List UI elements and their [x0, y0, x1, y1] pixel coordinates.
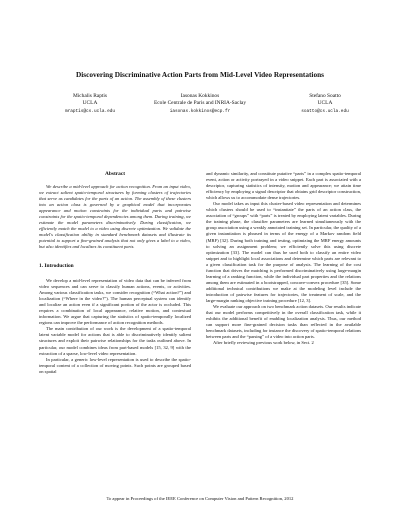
- intro-paragraph-3: In particular, a generic low-level representation is used to describe the spatio-temporal content of a collection of moving points. Such points are grouped based on spatial: [39, 356, 191, 374]
- author-1-name: Michalis Raptis: [73, 93, 107, 99]
- paper-title: Discovering Discriminative Action Parts from Mid-Level Video Representations: [76, 70, 324, 79]
- author-2-name: Iasonas Kokkinos: [180, 93, 220, 99]
- right-paragraph-1: and dynamic similarity, and constitute putative “parts” in a complex spatio-temporal event, action or activity portrayed in a video snippet. Each part is associated with a descriptor, capturing statistics of intensity, motion and appearance; we attain time efficiency by employing a signal descriptor that obtains grid descriptor construction, which allows us to accommodate dense trajectories.: [206, 171, 361, 201]
- author-1-email: mraptis@cs.ucla.edu: [64, 108, 116, 114]
- right-column-text: [206, 171, 361, 346]
- section-heading-introduction: 1. Introduction: [39, 263, 74, 269]
- abstract-heading: Abstract: [104, 171, 126, 177]
- author-1-affiliation: UCLA: [82, 100, 98, 107]
- author-2-email: iasonas.kokkinos@ecp.fr: [169, 108, 231, 114]
- author-1: [55, 93, 125, 115]
- right-paragraph-2: Our model takes as input this cluster-based video representation and determines which clusters should be used to “instantiate” the parts of an action class, the association of “groups” with “parts” is treated by employing latent variables. During the training phase, the classifier parameters are learned simultaneously with the group association using a weakly annotated training set. In particular, the quality of a given instantiation is phrased in terms of the energy of a Markov random field (MRF) [32]. During both training and testing, optimizing the MRF energy amounts to solving an assignment problem; we efficiently solve this using discrete optimization [33]. The model can thus be used both to classify an entire video snippet and to highlight local associations and determine which parts are relevant to a given classification task for the purpose of analysis. The learning of the cost function that drives the matching is performed discriminatively using large-margin learning of a ranking function, while the individual part properties and the relations among them are estimated in a bootstrapped, concave-convex procedure [35]. Some additional technical contributions we make at the modeling level include the introduction of pairwise features for trajectories, the treatment of scale, and the large-margin ranking objective training procedure [12, 3].: [206, 201, 361, 303]
- abstract-text: [39, 184, 191, 251]
- page-footer: To appear in Proceedings of the IEEE Conference on Computer Vision and Pattern Recognition, 2012: [106, 496, 294, 501]
- intro-paragraph-2: The main contribution of our work is the development of a spatio-temporal latent variable model for actions that is able to discriminatively identify salient structures and exploit their pairwise relationships for the tasks outlined above. In particular, our model combines ideas from part-based models [15, 32, 9] with the extraction of a sparse, low-level video representation.: [39, 326, 191, 356]
- right-paragraph-3: We evaluate our approach on two benchmark action datasets. Our results indicate that our model performs competitively in the overall classification task, while it exhibits the additional benefit of enabling localization analysis. Thus, our method can support more fine-grained decision tasks than reflected in the available benchmark datasets, including for instance the discovery of spatio-temporal relations between parts and the “parsing” of a video into action parts.: [206, 304, 361, 340]
- author-3: [285, 93, 365, 115]
- author-3-name: Stefano Soatto: [309, 93, 341, 99]
- author-2-affiliation: Ecole Centrale de Paris and INRIA-Saclay: [153, 100, 247, 107]
- author-3-email: soatto@cs.ucla.edu: [301, 108, 349, 114]
- intro-paragraph-1: We develop a mid-level representation of video data that can be inferred from video sequences and can serve to classify human actions, events, or activities. Among various classification tasks, we consider recognition (“What action?”) and localization (“Where in the video?”). The human perceptual system can identify and localize an action even if a significant portion of the actor is occluded. This requires a combination of local appearance, relative motion, and contextual information. We argue that capturing the statistics of spatio-temporally localized regions can improve the performance of action recognition methods.: [39, 278, 191, 326]
- introduction-text: [39, 278, 191, 375]
- abstract-paragraph: We describe a mid-level approach for action recognition. From an input video, we extract salient spatio-temporal structures by forming clusters of trajectories that serve as candidates for the parts of an action. The assembly of these clusters into an action class is governed by a graphical model that incorporates appearance and motion constraints for the individual parts and pairwise constraints for the spatio-temporal dependencies among them. During training, we estimate the model parameters discriminatively. During classification, we efficiently match the model to a video using discrete optimization. We validate the model's classification ability in standard benchmark datasets and illustrate its potential to support a fine-grained analysis that not only gives a label to a video, but also identifies and localizes its constituent parts.: [39, 184, 191, 250]
- right-paragraph-4: After briefly reviewing previous work below, in Sect. 2: [213, 340, 314, 346]
- author-3-affiliation: UCLA: [317, 100, 333, 107]
- author-2: [130, 93, 270, 115]
